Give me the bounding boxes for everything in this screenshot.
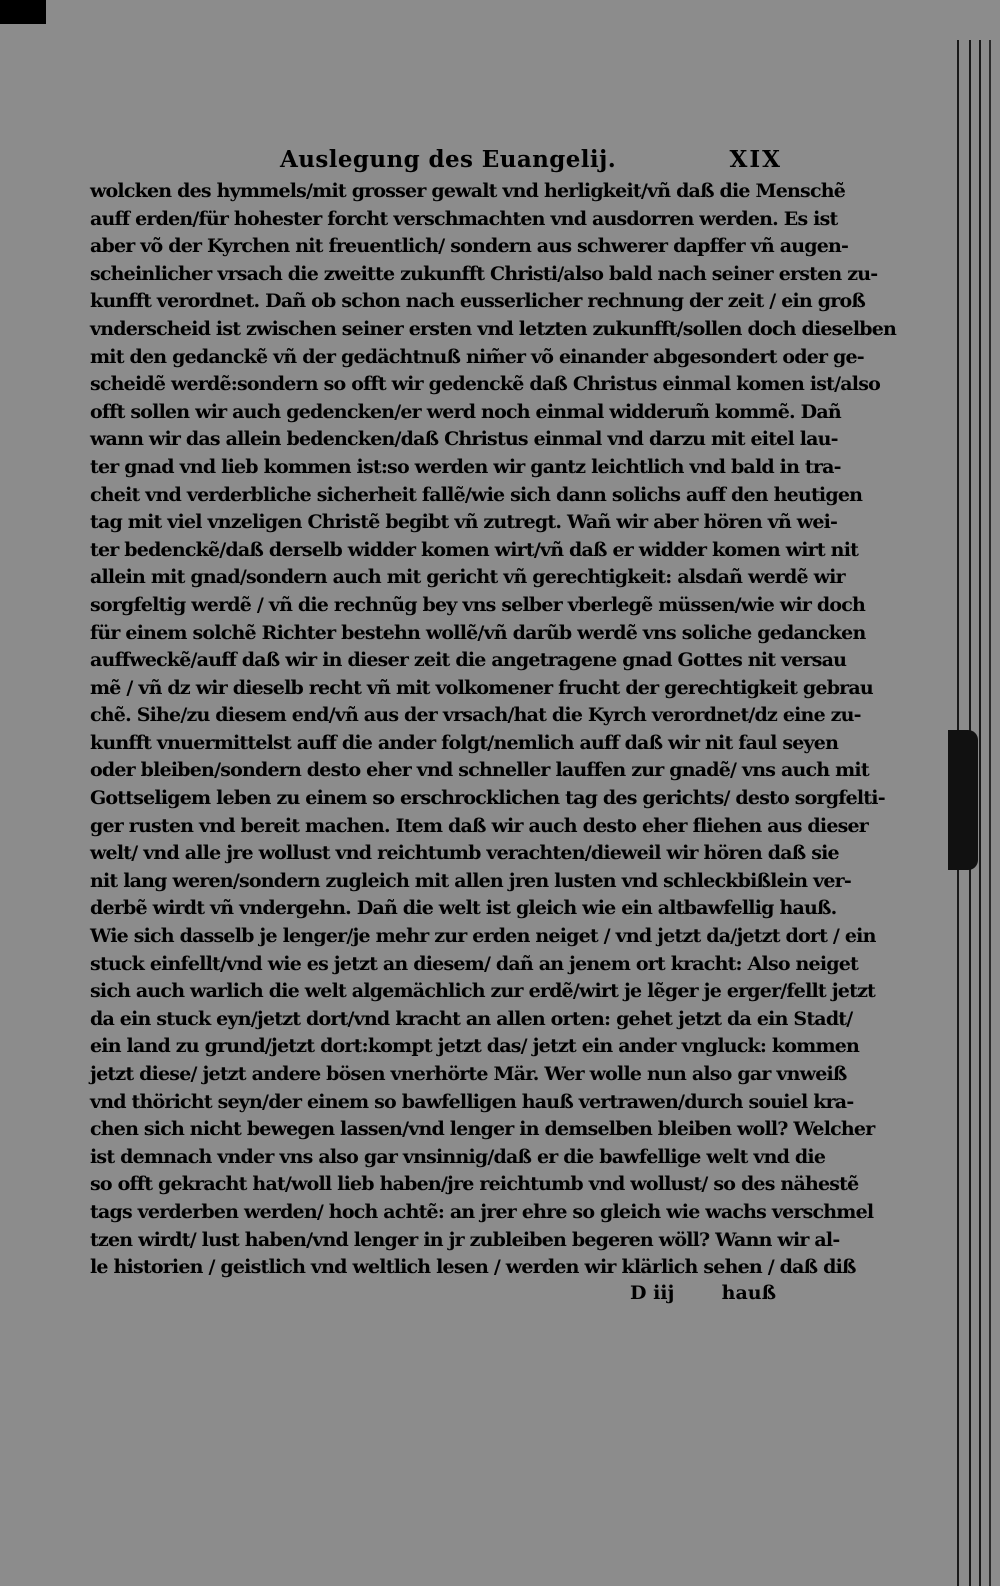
text-line: oder bleiben/sondern desto eher vnd schneller lauffen zur gnadẽ/ vns auch mit [90, 759, 869, 782]
catchword: hauß [721, 1281, 776, 1304]
page-footer [90, 1282, 790, 1310]
text-line: wolcken des hymmels/mit grosser gewalt vnd herligkeit/vñ daß die Menschẽ [90, 180, 846, 202]
text-line: aber võ der Kyrchen nit freuentlich/ sondern aus schwerer dapffer vñ augen- [90, 235, 849, 258]
text-line: ger rusten vnd bereit machen. Item daß wir auch desto eher fliehen aus dieser [90, 814, 869, 837]
running-title: Auslegung des Euangelij. [280, 146, 617, 173]
text-line: stuck einfellt/vnd wie es jetzt an diesem/ dañ an jenem ort kracht: Also neiget [90, 952, 859, 975]
text-line: cheit vnd verderbliche sicherheit fallẽ/wie sich dann solichs auff den heutigen [90, 483, 863, 506]
text-line: für einem solchẽ Richter bestehn wollẽ/vñ darũb werdẽ vns soliche gedancken [90, 621, 866, 644]
scan-corner-mark [0, 0, 46, 24]
page-tab-marker [948, 730, 978, 870]
text-line: vnd thöricht seyn/der einem so bawfelligen hauß vertrawen/durch souiel kra- [90, 1090, 854, 1113]
folio-number: XIX [729, 146, 782, 173]
text-line: chẽ. Sihe/zu diesem end/vñ aus der vrsach/hat die Kyrch verordnet/dz eine zu- [90, 704, 861, 727]
text-line: kunfft vnuermittelst auff die ander folgt/nemlich auff daß wir nit faul seyen [90, 731, 839, 754]
text-line: offt sollen wir auch gedencken/er werd noch einmal widderum̃ kommẽ. Dañ [90, 400, 841, 423]
text-line: welt/ vnd alle jre wollust vnd reichtumb verachten/dieweil wir hören daß sie [90, 842, 839, 865]
text-line: Gottseligem leben zu einem so erschrocklichen tag des gerichts/ desto sorgfelti- [90, 787, 885, 810]
text-line: ist demnach vnder vns also gar vnsinnig/daß er die bawfellige welt vnd die [90, 1145, 826, 1168]
page-header [90, 142, 790, 178]
text-line: derbẽ wirdt vñ vndergehn. Dañ die welt ist gleich wie ein altbawfellig hauß. [90, 897, 837, 920]
text-line: mit den gedanckẽ vñ der gedächtnuß nim̃er võ einander abgesondert oder ge- [90, 345, 864, 368]
signature-mark: D iij [630, 1281, 675, 1304]
text-line: da ein stuck eyn/jetzt dort/vnd kracht an allen orten: gehet jetzt da ein Stadt/ [90, 1007, 853, 1030]
text-line: so offt gekracht hat/woll lieb haben/jre reichtumb vnd wollust/ so des nähestẽ [90, 1173, 859, 1196]
text-line: ein land zu grund/jetzt dort:kompt jetzt das/ jetzt ein ander vngluck: kommen [90, 1035, 860, 1058]
body-text [90, 178, 897, 1282]
text-line: allein mit gnad/sondern auch mit gericht vñ gerechtigkeit: alsdañ werdẽ wir [90, 566, 845, 589]
text-line: wann wir das allein bedencken/daß Christus einmal vnd darzu mit eitel lau- [90, 428, 838, 451]
text-line: scheidẽ werdẽ:sondern so offt wir gedenckẽ daß Christus einmal komen ist/also [90, 373, 880, 396]
text-line: auff erden/für hohester forcht verschmachten vnd ausdorren werden. Es ist [90, 207, 838, 230]
text-line: mẽ / vñ dz wir dieselb recht vñ mit volkomener frucht der gerechtigkeit gebrau [90, 676, 873, 699]
text-line: auffweckẽ/auff daß wir in dieser zeit die angetragene gnad Gottes nit versau [90, 649, 847, 672]
text-line: vnderscheid ist zwischen seiner ersten vnd letzten zukunfft/sollen doch dieselben [90, 317, 897, 340]
text-line: chen sich nicht bewegen lassen/vnd lenger in demselben bleiben woll? Welcher [90, 1118, 875, 1141]
text-line: kunfft verordnet. Dañ ob schon nach eusserlicher rechnung der zeit / ein groß [90, 290, 865, 313]
text-line: tag mit viel vnzeligen Christẽ begibt vñ zutregt. Wañ wir aber hören vñ wei- [90, 511, 838, 534]
text-line: tags verderben werden/ hoch achtẽ: an jrer ehre so gleich wie wachs verschmel [90, 1200, 874, 1223]
page-edge-line [979, 40, 981, 1586]
text-line: sorgfeltig werdẽ / vñ die rechnũg bey vns selber vberlegẽ müssen/wie wir doch [90, 593, 866, 616]
text-line: sich auch warlich die welt algemächlich zur erdẽ/wirt je lẽger je erger/fellt jetzt [90, 980, 876, 1003]
text-line: Wie sich dasselb je lenger/je mehr zur erden neiget / vnd jetzt da/jetzt dort / ein [90, 925, 876, 948]
text-line: scheinlicher vrsach die zweitte zukunfft Christi/also bald nach seiner ersten zu- [90, 262, 878, 285]
text-line: ter gnad vnd lieb kommen ist:so werden wir gantz leichtlich vnd bald in tra- [90, 455, 841, 478]
text-line: le historien / geistlich vnd weltlich lesen / werden wir klärlich sehen / daß diß [90, 1256, 856, 1279]
page-edge-line [989, 40, 991, 1586]
text-line: tzen wirdt/ lust haben/vnd lenger in jr zubleiben begeren wöll? Wann wir al- [90, 1228, 840, 1251]
text-block [90, 142, 897, 1310]
text-line: jetzt diese/ jetzt andere bösen vnerhörte Mär. Wer wolle nun also gar vnweiß [90, 1063, 847, 1085]
text-line: ter bedenckẽ/daß derselb widder komen wirt/vñ daß er widder komen wirt nit [90, 538, 859, 561]
text-line: nit lang weren/sondern zugleich mit allen jren lusten vnd schleckbißlein ver- [90, 869, 851, 892]
